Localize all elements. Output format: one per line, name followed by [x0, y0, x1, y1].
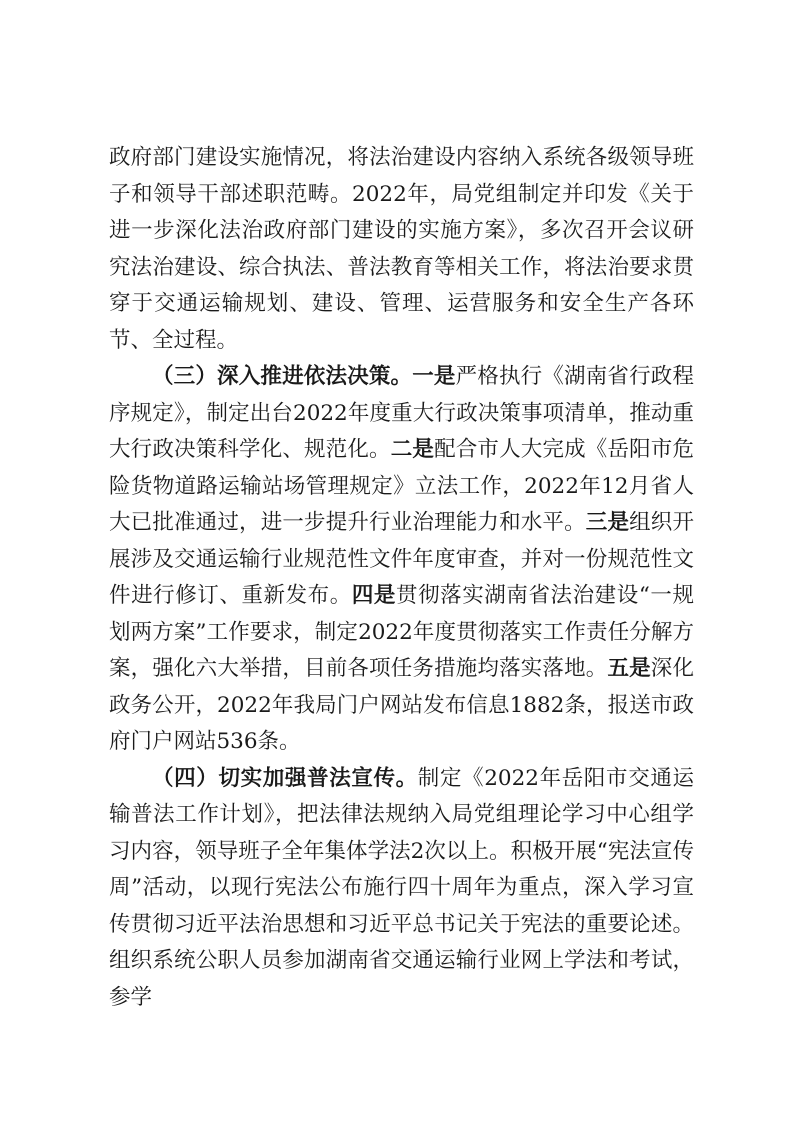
- item-marker-5: 五是: [607, 656, 651, 681]
- item-marker-1: 一是: [412, 364, 456, 389]
- item-marker-4: 四是: [351, 583, 396, 608]
- paragraph-text: 政府部门建设实施情况，将法治建设内容纳入系统各级领导班子和领导干部述职范畴。2022年，局党组制定并印发《关于进一步深化法治政府部门建设的实施方案》，多次召开会议研究法治建设、综合执法、普法教育等相关工作，将法治要求贯穿于交通运输规划、建设、管理、运营服务和安全生产各环节、全过程。: [109, 145, 694, 353]
- item-text-2: 配合市人大完成《岳阳市危险货物道路运输站场管理规定》立法工作，2022年12月省人大已批准通过，进一步提升行业治理能力和水平。: [109, 437, 694, 535]
- paragraph-text: 制定《2022年岳阳市交通运输普法工作计划》，把法律法规纳入局党组理论学习中心组学习内容，领导班子全年集体学法2次以上。积极开展“宪法宣传周”活动，以现行宪法公布施行四十周年为重点，深入学习宣传贯彻习近平法治思想和习近平总书记关于宪法的重要论述。组织系统公职人员参加湖南省交通运输行业网上学法和考试，参学: [109, 765, 694, 1010]
- item-text-3: 组织开展涉及交通运输行业规范性文件年度审查，并对一份规范性文件进行修订、重新发布。: [109, 510, 694, 608]
- document-body: [109, 140, 694, 1016]
- section-heading-3: （三）深入推进依法决策。: [152, 364, 413, 389]
- item-text-1: 严格执行《湖南省行政程序规定》，制定出台2022年度重大行政决策事项清单，推动重大行政决策科学化、规范化。: [109, 364, 694, 462]
- paragraph-continuation: [109, 140, 694, 359]
- paragraph-decision-making: [109, 359, 694, 761]
- item-marker-2: 二是: [390, 437, 435, 462]
- section-heading-4: （四）切实加强普法宣传。: [152, 765, 418, 791]
- item-text-5: 深化政务公开，2022年我局门户网站发布信息1882条，报送市政府门户网站536条。: [109, 656, 694, 754]
- item-text-4: 贯彻落实湖南省法治建设“一规划两方案”工作要求，制定2022年度贯彻落实工作责任分解方案，强化六大举措，目前各项任务措施均落实落地。: [109, 583, 694, 681]
- item-marker-3: 三是: [585, 510, 630, 535]
- paragraph-legal-publicity: [109, 761, 694, 1017]
